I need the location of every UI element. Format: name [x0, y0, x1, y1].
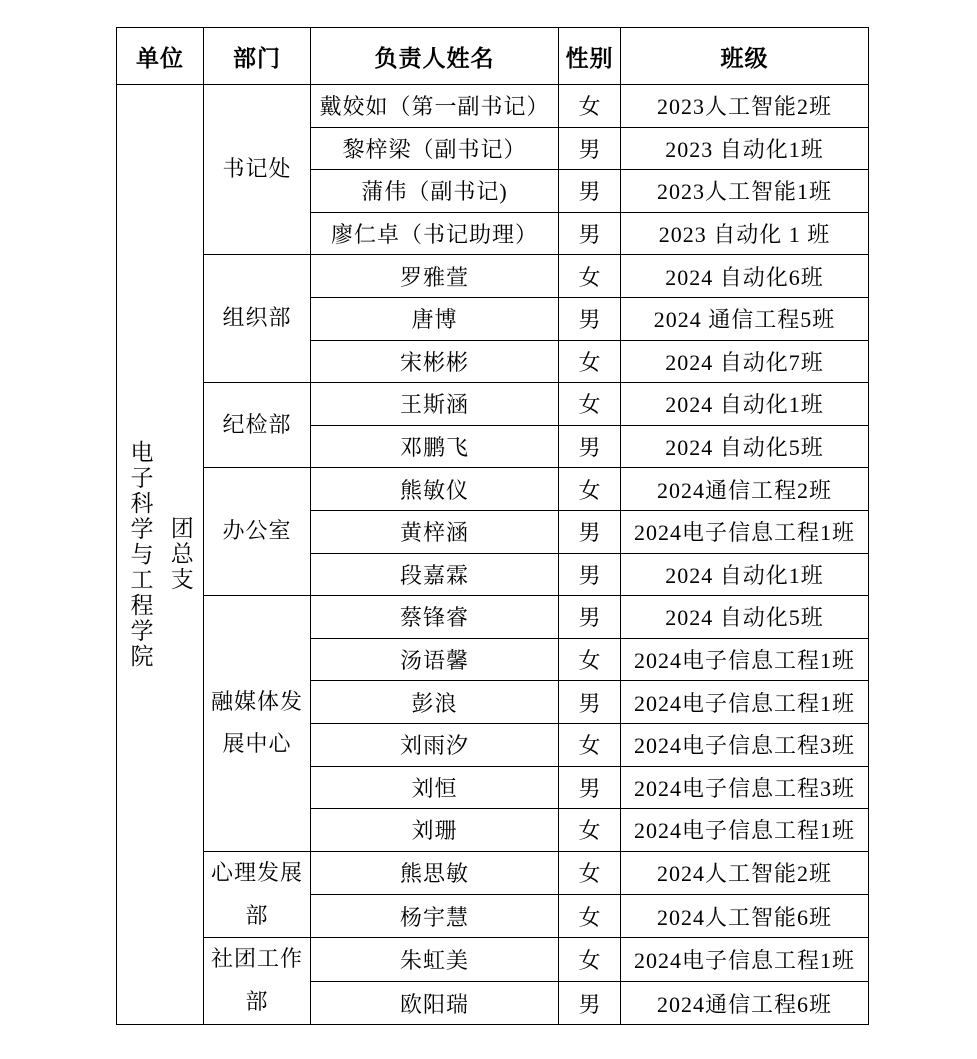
member-name-cell: 杨宇慧 — [311, 895, 559, 938]
gender-cell: 男 — [559, 170, 621, 213]
table-row — [117, 383, 869, 426]
table-row — [117, 468, 869, 511]
class-cell: 2024人工智能6班 — [621, 895, 869, 938]
branch-vertical-text: 团总支 — [167, 516, 193, 593]
header-cell-unit: 单位 — [117, 28, 204, 85]
member-name-cell: 欧阳瑞 — [311, 981, 559, 1024]
table-row — [117, 255, 869, 298]
class-cell: 2024 自动化5班 — [621, 596, 869, 639]
college-vertical-text: 电子科学与工程学院 — [127, 439, 153, 670]
gender-cell: 女 — [559, 468, 621, 511]
org-table — [116, 27, 869, 1025]
gender-cell: 女 — [559, 851, 621, 894]
table-row — [117, 851, 869, 894]
class-cell: 2024 通信工程5班 — [621, 297, 869, 340]
class-cell: 2023 自动化 1 班 — [621, 212, 869, 255]
gender-cell: 女 — [559, 383, 621, 426]
department-cell: 书记处 — [204, 85, 311, 255]
class-cell: 2024电子信息工程1班 — [621, 638, 869, 681]
class-cell: 2024电子信息工程1班 — [621, 510, 869, 553]
class-cell: 2024电子信息工程1班 — [621, 809, 869, 852]
gender-cell: 女 — [559, 340, 621, 383]
header-cell-name: 负责人姓名 — [311, 28, 559, 85]
member-name-cell: 熊敏仪 — [311, 468, 559, 511]
gender-cell: 男 — [559, 127, 621, 170]
gender-cell: 男 — [559, 553, 621, 596]
member-name-cell: 黎梓梁（副书记） — [311, 127, 559, 170]
member-name-cell: 蒲伟（副书记) — [311, 170, 559, 213]
gender-cell: 男 — [559, 681, 621, 724]
member-name-cell: 熊思敏 — [311, 851, 559, 894]
member-name-cell: 蔡锋睿 — [311, 596, 559, 639]
class-cell: 2024 自动化1班 — [621, 383, 869, 426]
class-cell: 2023人工智能2班 — [621, 85, 869, 128]
class-cell: 2024 自动化1班 — [621, 553, 869, 596]
department-cell: 组织部 — [204, 255, 311, 383]
department-cell: 心理发展部 — [204, 851, 311, 938]
table-row — [117, 938, 869, 981]
gender-cell: 男 — [559, 425, 621, 468]
header-cell-gender: 性别 — [559, 28, 621, 85]
member-name-cell: 刘珊 — [311, 809, 559, 852]
member-name-cell: 段嘉霖 — [311, 553, 559, 596]
member-name-cell: 刘雨汐 — [311, 723, 559, 766]
class-cell: 2024通信工程2班 — [621, 468, 869, 511]
class-cell: 2023 自动化1班 — [621, 127, 869, 170]
header-cell-department: 部门 — [204, 28, 311, 85]
gender-cell: 男 — [559, 297, 621, 340]
header-row — [117, 28, 869, 85]
member-name-cell: 宋彬彬 — [311, 340, 559, 383]
department-cell: 办公室 — [204, 468, 311, 596]
gender-cell: 男 — [559, 981, 621, 1024]
class-cell: 2024 自动化6班 — [621, 255, 869, 298]
member-name-cell: 汤语馨 — [311, 638, 559, 681]
table-row — [117, 85, 869, 128]
gender-cell: 女 — [559, 895, 621, 938]
class-cell: 2024电子信息工程3班 — [621, 766, 869, 809]
class-cell: 2023人工智能1班 — [621, 170, 869, 213]
class-cell: 2024电子信息工程1班 — [621, 681, 869, 724]
gender-cell: 女 — [559, 85, 621, 128]
header-cell-class: 班级 — [621, 28, 869, 85]
member-name-cell: 朱虹美 — [311, 938, 559, 981]
class-cell: 2024通信工程6班 — [621, 981, 869, 1024]
class-cell: 2024电子信息工程1班 — [621, 938, 869, 981]
member-name-cell: 戴姣如（第一副书记） — [311, 85, 559, 128]
department-cell: 社团工作部 — [204, 938, 311, 1025]
member-name-cell: 邓鹏飞 — [311, 425, 559, 468]
class-cell: 2024电子信息工程3班 — [621, 723, 869, 766]
gender-cell: 女 — [559, 723, 621, 766]
gender-cell: 男 — [559, 596, 621, 639]
unit-cell — [117, 85, 204, 1025]
member-name-cell: 廖仁卓（书记助理） — [311, 212, 559, 255]
class-cell: 2024 自动化7班 — [621, 340, 869, 383]
member-name-cell: 罗雅萱 — [311, 255, 559, 298]
member-name-cell: 王斯涵 — [311, 383, 559, 426]
unit-text-wrap — [117, 440, 203, 670]
gender-cell: 女 — [559, 638, 621, 681]
class-cell: 2024 自动化5班 — [621, 425, 869, 468]
table-row — [117, 596, 869, 639]
gender-cell: 女 — [559, 255, 621, 298]
member-name-cell: 彭浪 — [311, 681, 559, 724]
gender-cell: 女 — [559, 809, 621, 852]
department-cell: 纪检部 — [204, 383, 311, 468]
member-name-cell: 黄梓涵 — [311, 510, 559, 553]
member-name-cell: 刘恒 — [311, 766, 559, 809]
gender-cell: 男 — [559, 212, 621, 255]
class-cell: 2024人工智能2班 — [621, 851, 869, 894]
department-cell: 融媒体发展中心 — [204, 596, 311, 852]
gender-cell: 男 — [559, 510, 621, 553]
member-name-cell: 唐博 — [311, 297, 559, 340]
gender-cell: 男 — [559, 766, 621, 809]
gender-cell: 女 — [559, 938, 621, 981]
